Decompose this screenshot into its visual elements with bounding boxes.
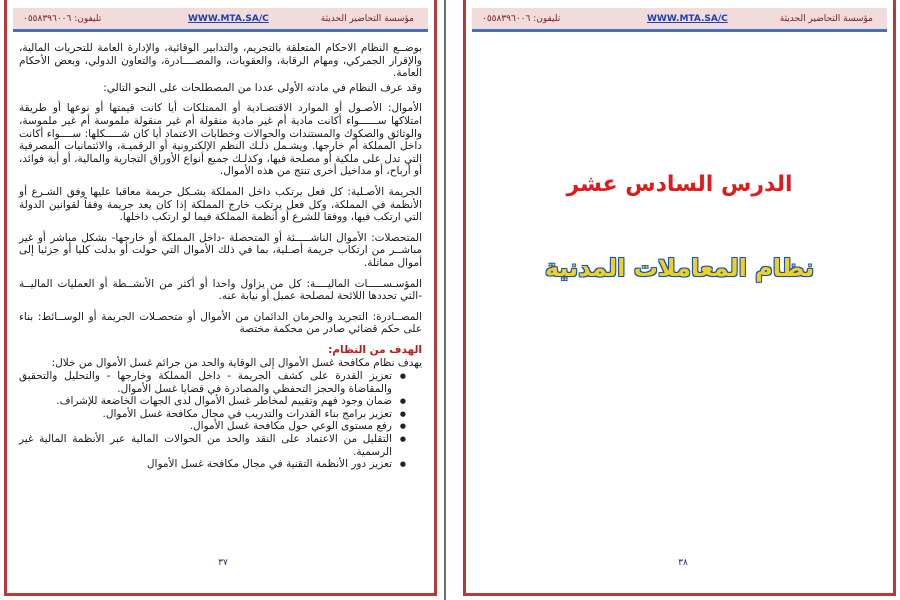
- paragraph-def-original-crime: الجريمة الأصـلية: كل فعل يرتكب داخل المملكة يشـكل جريمة معاقبا عليها وفق الشـرع أو الأنظمة في المملكة، وكل فعل يرتكب خارج المملكة إذا كان يعد جريمة وفقاً لقوانين الدولة التي ارتكب فيها، ووفقا للشرع أو أنظمة المملكة فيما لو ارتكب داخلها.: [19, 185, 422, 224]
- page-header: [13, 8, 428, 32]
- header-url-link[interactable]: WWW.MTA.SA/C: [647, 14, 728, 24]
- goals-heading: الهدف من النظام:: [328, 343, 422, 356]
- paragraph-def-funds: الأموال: الأصـول أو الموارد الاقتصـادية أو الممتلكات أيا كانت قيمتها أو نوعها أو طريقة امتلاكها ســــــواء أكانت مادية أم غير مادية منقولة أم غير منقولة ملموسة أم غير ملموسة، والوثائق والصكوك والمستندات والحوالات وخطابات الاعتماد أيا كان شـــــكلها: ســــواء أكانت داخل المملكة أم خارجها. ويشـمل ذلـك النظم الإلكترونية أو الرقميـة، والائتمانيات المصرفية التي تدل على ملكية أو مصلحة فيها، وكذلـك جميع أنواع الأوراق التجارية والمالية، أو أية فوائد، أو أرباح، أو مداخيل أخرى تنتج من هذه الأموال.: [19, 102, 422, 178]
- left-page: [4, 0, 437, 596]
- paragraph-definitions-intro: وقد عرف النظام في مادته الأولى عددا من المصطلحات على النحو التالي:: [103, 81, 422, 94]
- page-number: ٣٧: [218, 558, 228, 568]
- header-organization: مؤسسة التحاضير الحديثة: [320, 14, 414, 24]
- page-header: [472, 8, 887, 32]
- header-organization: مؤسسة التحاضير الحديثة: [779, 14, 873, 24]
- page-gutter-divider: [444, 0, 446, 600]
- list-item: ● تعزيز برامج بناء القدرات والتدريب في مجال مكافحة غسل الأموال.: [19, 408, 406, 421]
- header-phone: تليفون: ٠٥٥٨٣٩٦٠٠٦: [23, 14, 102, 24]
- list-item: ● ضمان وجود فهم وتقييم لمخاطر غسل الأموال لدى الجهات الخاضعة للإشراف.: [19, 395, 406, 408]
- page-number: ٣٨: [678, 558, 688, 568]
- goals-list: [19, 370, 422, 471]
- paragraph-def-confiscation: المصــادرة: التجريد والحرمان الدائمان من الأموال أو متحصـلات الجريمة أو الوســائط: بناء على حكم قضائي صادر من محكمة مختصة: [19, 310, 422, 336]
- paragraph-intro: بوضــع النظام الاحكام المتعلقة بالتجريم، والتدابير الوقائية، والإدارة العامة للتحريات المالية، والإقرار الجمركي، ومهام الرقابة، والعقوبات، والمصــــادرة، والتعاون الدولي، وبعض الأحكام العامة.: [19, 42, 422, 80]
- right-page: [463, 0, 896, 596]
- lesson-title: الدرس السادس عشر: [566, 172, 793, 197]
- page-body-text: [19, 42, 422, 471]
- lesson-subtitle: نظام المعاملات المدنية: [544, 254, 815, 282]
- list-item: ● تعزيز القدرة على كشف الجريمة - داخل المملكة وخارجها - والتحليل والتحقيق والمقاضاة والحجز التحفظي والمصادرة في قضايا غسل الأموال.: [19, 370, 406, 395]
- list-item: ● رفع مستوى الوعي حول مكافحة غسل الأموال.: [19, 420, 406, 433]
- header-phone: تليفون: ٠٥٥٨٣٩٦٠٠٦: [482, 14, 561, 24]
- list-item: ● تعزيز دور الأنظمة التقنية في مجال مكافحة غسل الأموال: [19, 458, 406, 471]
- goals-intro: يهدف نظام مكافحة غسل الأموال إلى الوقاية والحد من جرائم غسل الأموال من خلال:: [51, 357, 422, 370]
- paragraph-def-proceeds: المتحصلات: الأموال الناشـــــئة أو المتحصلة -داخل المملكة أو خارجها- بشكل مباشر أو غير مباشــر من ارتكاب جريمة أصـلية، بما في ذلك الأموال التي حولت أو بدلت كليا أو جزئيا إلى أموال مماثلة.: [19, 231, 422, 269]
- paragraph-def-financial-institutions: المؤسـســـــات الماليــــة: كل من يزاول واحدا أو أكثر من الأنشــطة أو العمليات الماليــة -التي تحددها اللائحة لمصلحة عميل أو نيابة عنه.: [19, 277, 422, 303]
- list-item: ● التقليل من الاعتماد على النقد والحد من الحوالات المالية عبر الأنظمة المالية غير الرسمية.: [19, 433, 406, 458]
- header-url-link[interactable]: WWW.MTA.SA/C: [188, 14, 269, 24]
